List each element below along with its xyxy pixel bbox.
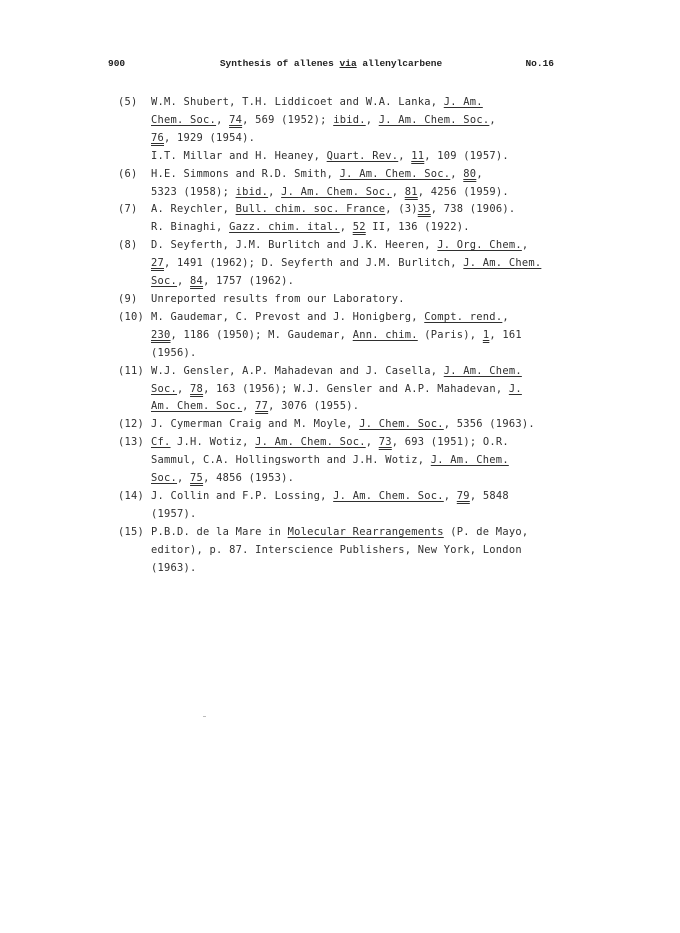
reference-line: [151, 255, 578, 273]
reference-line: [151, 345, 578, 363]
title-part-2: allenylcarbene: [356, 58, 443, 69]
reference-line: [151, 524, 578, 542]
page-number: 900: [108, 58, 126, 69]
volume-number: 81: [404, 185, 418, 198]
volume-number: 1: [482, 328, 490, 341]
reference-line: [151, 237, 578, 255]
reference-text: J.H. Wotiz,: [170, 436, 256, 449]
reference-text: ,: [521, 239, 529, 252]
reference-text: , 1186 (1950); M. Gaudemar,: [170, 328, 353, 341]
journal-abbrev: Gazz. chim. ital.: [229, 221, 340, 234]
reference-line: [151, 273, 578, 291]
volume-number: 80: [463, 167, 477, 180]
journal-abbrev: J. Am. Chem. Soc.: [378, 113, 490, 126]
reference-line: [151, 542, 578, 560]
reference-continuation: [118, 148, 578, 166]
reference-line: [151, 219, 578, 237]
reference-text: , (3): [385, 203, 418, 216]
journal-abbrev: J. Org. Chem.: [437, 239, 522, 252]
reference-text: ,: [391, 185, 405, 198]
reference-line: [151, 327, 578, 345]
reference-text: ,: [489, 113, 496, 126]
reference-entry: [118, 291, 578, 309]
running-header: [108, 58, 554, 74]
reference-line: [151, 381, 578, 399]
reference-text: , 693 (1951); O.R.: [391, 436, 509, 449]
reference-text: J. Collin and F.P. Lossing,: [151, 489, 334, 502]
reference-text: ,: [450, 167, 464, 180]
reference-text: ,: [177, 275, 191, 288]
reference-text: J. Cymerman Craig and M. Moyle,: [151, 418, 360, 431]
reference-text: ,: [339, 221, 353, 234]
volume-number: 75: [190, 472, 204, 485]
reference-number: (10): [118, 310, 145, 323]
reference-text: (1956).: [151, 346, 197, 359]
reference-entry: [118, 363, 578, 417]
volume-number: 76: [151, 131, 165, 144]
reference-text: , 5356 (1963).: [443, 418, 535, 431]
reference-line: [151, 166, 578, 184]
reference-text: , 109 (1957).: [424, 149, 509, 162]
reference-line: [151, 94, 578, 112]
reference-number: (15): [118, 525, 145, 538]
reference-text: (Paris),: [417, 328, 483, 341]
reference-line: [151, 470, 578, 488]
volume-number: 27: [151, 257, 165, 270]
reference-text: , 4856 (1953).: [203, 472, 295, 485]
journal-abbrev: Soc.: [151, 472, 178, 485]
journal-abbrev: J. Am.: [443, 96, 483, 108]
journal-abbrev: J. Am. Chem. Soc.: [255, 436, 366, 449]
reference-line: [151, 112, 578, 130]
reference-text: II, 136 (1922).: [365, 221, 470, 234]
reference-line: [151, 148, 578, 166]
reference-line: [151, 130, 578, 148]
volume-number: 35: [417, 203, 431, 216]
reference-text: 5323 (1958);: [151, 185, 236, 198]
reference-text: D. Seyferth, J.M. Burlitch and J.K. Heeren,: [151, 239, 438, 252]
reference-line: [151, 291, 578, 309]
volume-number: 78: [190, 382, 204, 395]
reference-number: (14): [118, 489, 145, 502]
reference-number: (13): [118, 436, 145, 449]
reference-line: [151, 452, 578, 470]
journal-abbrev: J. Am. Chem. Soc.: [339, 167, 451, 180]
reference-text: , 4256 (1959).: [417, 185, 509, 198]
journal-abbrev: Bull. chim. soc. France: [235, 203, 386, 216]
journal-abbrev: J. Am. Chem.: [443, 364, 522, 377]
reference-entry: [118, 309, 578, 363]
journal-abbrev: Ann. chim.: [352, 328, 418, 341]
journal-abbrev: Molecular Rearrangements: [287, 525, 444, 538]
volume-number: 77: [255, 400, 269, 413]
volume-number: 11: [411, 149, 425, 162]
reference-line: [151, 434, 578, 452]
journal-abbrev: Soc.: [151, 275, 178, 288]
reference-text: Sammul, C.A. Hollingsworth and J.H. Wotiz,: [151, 454, 431, 467]
reference-number: (12): [118, 418, 145, 431]
reference-text: , 163 (1956); W.J. Gensler and A.P. Mahadevan,: [203, 382, 509, 395]
reference-line: [151, 201, 578, 219]
stray-mark: [203, 716, 206, 717]
journal-abbrev: J. Chem. Soc.: [359, 418, 444, 431]
reference-number: (8): [118, 239, 138, 252]
reference-text: M. Gaudemar, C. Prevost and J. Honigberg,: [151, 310, 425, 323]
reference-number: (5): [118, 96, 138, 108]
reference-text: W.J. Gensler, A.P. Mahadevan and J. Casella,: [151, 364, 444, 377]
journal-abbrev: J. Am. Chem.: [430, 454, 509, 467]
reference-number: (9): [118, 292, 138, 305]
reference-text: Unreported results from our Laboratory.: [151, 292, 405, 305]
reference-text: , 1929 (1954).: [164, 131, 256, 144]
reference-text: ,: [443, 489, 457, 502]
reference-entry: [118, 166, 578, 202]
journal-abbrev: ibid.: [333, 113, 366, 126]
reference-entry: [118, 524, 578, 578]
issue-number: No.16: [525, 58, 554, 69]
reference-entry: [118, 237, 578, 291]
reference-line: [151, 506, 578, 524]
reference-text: ,: [242, 400, 256, 413]
reference-entry: [118, 416, 578, 434]
reference-text: ,: [216, 113, 230, 126]
reference-number: (6): [118, 167, 138, 180]
volume-number: 230: [151, 328, 171, 341]
reference-line: [151, 488, 578, 506]
journal-abbrev: J. Am. Chem. Soc.: [281, 185, 392, 198]
reference-text: W.M. Shubert, T.H. Liddicoet and W.A. Lanka,: [151, 96, 444, 108]
journal-abbrev: Quart. Rev.: [326, 149, 399, 162]
reference-text: ,: [177, 472, 191, 485]
journal-abbrev: Am. Chem. Soc.: [151, 400, 243, 413]
reference-line: [151, 416, 578, 434]
reference-text: ,: [365, 113, 379, 126]
reference-text: , 5848: [469, 489, 509, 502]
reference-text: , 569 (1952);: [242, 113, 334, 126]
reference-text: A. Reychler,: [151, 203, 236, 216]
reference-number: (7): [118, 203, 138, 216]
reference-text: ,: [365, 436, 379, 449]
journal-abbrev: Cf.: [151, 436, 171, 449]
reference-entry: [118, 201, 578, 237]
reference-number: (11): [118, 364, 145, 377]
reference-line: [151, 309, 578, 327]
title-part-1: Synthesis of allenes: [219, 58, 340, 69]
running-title: [108, 58, 554, 69]
title-via: via: [339, 58, 357, 69]
reference-text: P.B.D. de la Mare in: [151, 525, 288, 538]
reference-text: (1957).: [151, 507, 197, 520]
reference-line: [151, 184, 578, 202]
reference-text: , 161: [489, 328, 522, 341]
volume-number: 74: [229, 113, 243, 126]
journal-abbrev: Soc.: [151, 382, 178, 395]
reference-text: (1963).: [151, 561, 197, 574]
volume-number: 84: [190, 275, 204, 288]
reference-list: [118, 94, 578, 577]
reference-text: editor), p. 87. Interscience Publishers, New York, London: [151, 543, 522, 556]
journal-abbrev: J. Am. Chem. Soc.: [333, 489, 444, 502]
reference-text: , 3076 (1955).: [268, 400, 360, 413]
journal-abbrev: Chem. Soc.: [151, 113, 217, 126]
reference-text: , 1757 (1962).: [203, 275, 295, 288]
reference-entry: [118, 94, 578, 148]
reference-text: ,: [398, 149, 412, 162]
reference-text: , 738 (1906).: [430, 203, 516, 216]
journal-abbrev: J.: [508, 382, 522, 395]
reference-text: ,: [502, 310, 509, 323]
reference-text: ,: [476, 167, 483, 180]
reference-text: , 1491 (1962); D. Seyferth and J.M. Burlitch,: [164, 257, 464, 270]
journal-abbrev: Compt. rend.: [424, 310, 503, 323]
reference-text: ,: [268, 185, 282, 198]
reference-text: R. Binaghi,: [151, 221, 230, 234]
reference-text: (P. de Mayo,: [443, 525, 529, 538]
reference-text: I.T. Millar and H. Heaney,: [151, 149, 327, 162]
reference-text: H.E. Simmons and R.D. Smith,: [151, 167, 340, 180]
reference-line: [151, 560, 578, 578]
volume-number: 73: [378, 436, 392, 449]
journal-abbrev: ibid.: [235, 185, 269, 198]
reference-line: [151, 363, 578, 381]
reference-line: [151, 398, 578, 416]
reference-entry: [118, 488, 578, 524]
volume-number: 79: [456, 489, 470, 502]
journal-abbrev: J. Am. Chem.: [463, 257, 542, 270]
reference-entry: [118, 434, 578, 488]
volume-number: 52: [352, 221, 366, 234]
reference-text: ,: [177, 382, 191, 395]
